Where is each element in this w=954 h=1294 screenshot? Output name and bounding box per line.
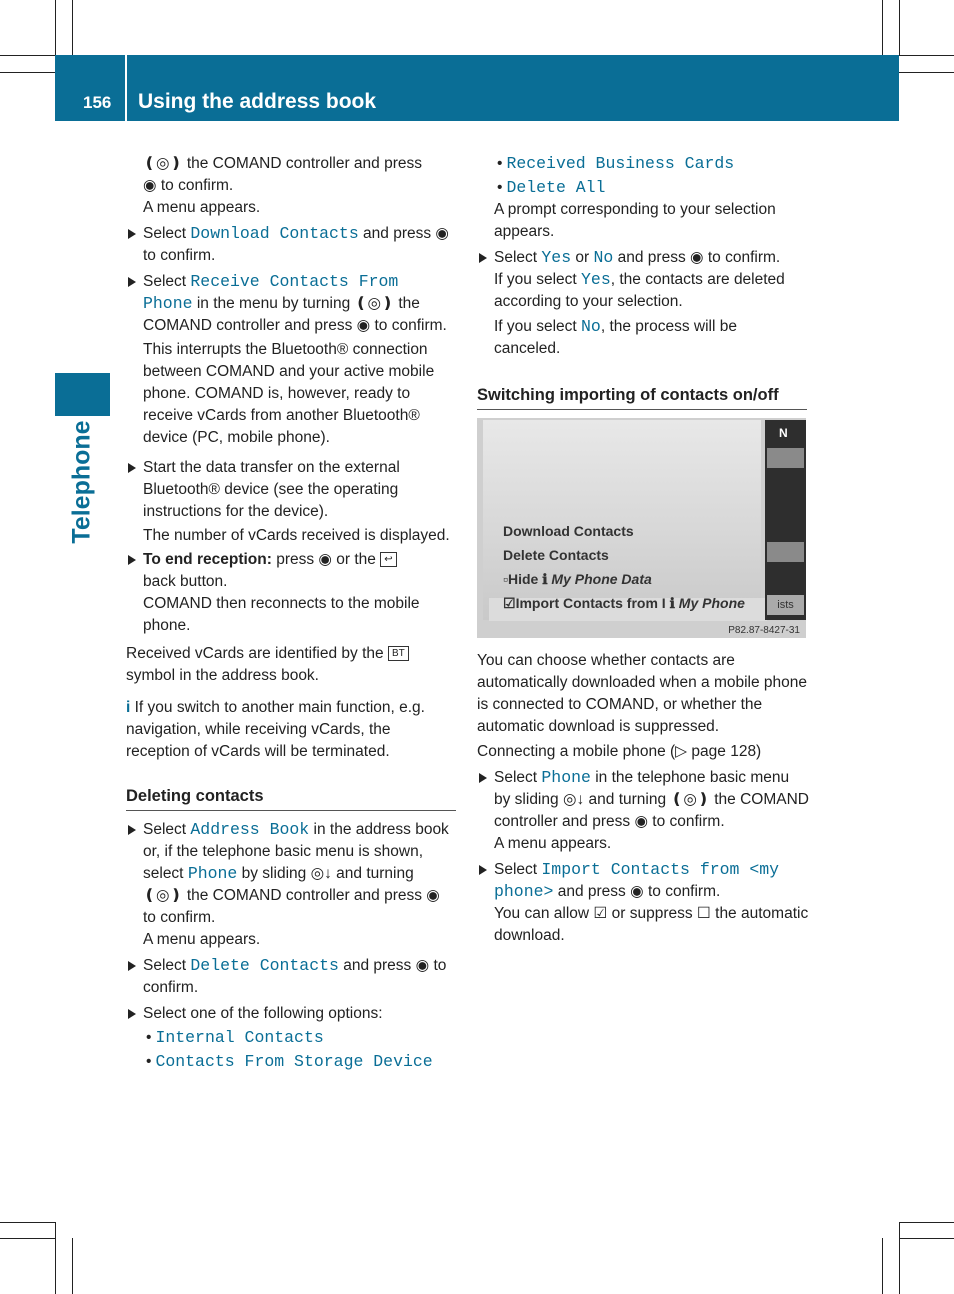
screen-area: [483, 420, 761, 620]
screen-menu-item: ▫Hide ℹ My Phone Data: [503, 571, 652, 587]
page-number: 156: [83, 93, 112, 112]
right-column-lower: [477, 650, 809, 947]
option-item: • Delete All: [477, 177, 807, 199]
checked-box-icon: ☑: [593, 905, 608, 922]
side-panel-label: N: [779, 426, 788, 440]
menu-item-reference: No: [593, 248, 614, 267]
instruction-text: ❪◎❫ the COMAND controller and press: [143, 155, 422, 172]
step-select-phone: Select Phone in the telephone basic menu by sliding ◎↓ and turning ❪◎❫ the COMAND controller and press ◉ to confirm. A menu appears.: [477, 767, 809, 855]
menu-item-reference: Download Contacts: [190, 224, 359, 243]
step-confirm: Select Yes or No and press ◉ to confirm.: [477, 247, 807, 269]
crop-mark: [899, 1222, 954, 1223]
controller-slide-icon: ◎↓: [310, 865, 332, 882]
vcard-bt-icon: BT: [388, 646, 409, 661]
result-text: If you select No, the process will be canceled.: [494, 317, 737, 357]
menu-item-reference: Import Contacts from <my phone>: [494, 860, 780, 901]
info-note: i If you switch to another main function, e.g. navigation, while receiving vCards, the reception of vCards will be terminated.: [126, 699, 425, 760]
crop-mark: [55, 0, 56, 55]
phone-icon: ℹ: [542, 571, 548, 587]
menu-item-reference: Delete Contacts: [190, 956, 339, 975]
crop-mark: [899, 1222, 900, 1294]
checkbox-icon: ☑: [503, 595, 516, 611]
press-icon: ◉: [630, 883, 644, 900]
info-icon: i: [126, 699, 131, 716]
page-title: Using the address book: [138, 90, 377, 113]
option-item: • Contacts From Storage Device: [126, 1051, 456, 1073]
crop-mark: [0, 1222, 55, 1223]
screen-side-panel: [765, 420, 806, 620]
section-heading: Deleting contacts: [126, 785, 456, 811]
menu-item-reference: Phone: [541, 768, 591, 787]
step-download: Select Download Contacts and press ◉ to confirm.: [126, 223, 456, 267]
crop-mark: [882, 0, 883, 55]
screen-menu-item: ☑Import Contacts from I ℹ My Phone: [503, 595, 745, 611]
bluetooth-note: This interrupts the Bluetooth® connection between COMAND and your active mobile phone. COMAND is, however, ready to receive vCards from another Bluetooth® device (PC, mobile phone).: [143, 341, 435, 446]
press-icon: ◉: [426, 887, 440, 904]
paragraph: You can choose whether contacts are automatically downloaded when a mobile phone is connected to COMAND, or whether the automatic download is suppressed.: [477, 652, 808, 735]
controller-turn-icon: ❪◎❫: [143, 887, 183, 904]
press-icon: ◉: [318, 551, 332, 568]
press-icon: ◉: [415, 957, 430, 974]
crop-mark: [72, 0, 73, 55]
screen-menu-item: Download Contacts: [503, 523, 634, 539]
menu-item-reference: Yes: [541, 248, 572, 267]
page-header: [55, 55, 899, 121]
controller-turn-icon: ❪◎❫: [354, 295, 395, 312]
menu-item-reference: Phone: [187, 864, 238, 883]
crop-mark: [0, 55, 55, 56]
step-delete-contacts: Select Delete Contacts and press ◉ to confirm.: [126, 955, 456, 999]
controller-slide-icon: ◎↓: [562, 791, 585, 808]
side-panel-button: ists: [767, 595, 804, 615]
right-column: [477, 153, 807, 410]
menu-item-reference: Address Book: [190, 820, 310, 839]
unchecked-box-icon: ☐: [696, 905, 711, 922]
crop-mark: [0, 1238, 55, 1239]
step-select-option: Select one of the following options:: [126, 1003, 456, 1025]
press-icon: ◉: [143, 177, 157, 194]
section-heading: Switching importing of contacts on/off: [477, 384, 807, 410]
crop-mark: [899, 0, 900, 55]
step-select-address-book: Select Address Book in the address book or, if the telephone basic menu is shown, select Phone by sliding ◎↓ and turning ❪◎❫ the COMAND controller and press ◉ to confirm. A menu appears.: [126, 819, 456, 951]
side-panel-button: [767, 542, 804, 562]
crop-mark: [882, 1238, 883, 1294]
step-end-reception: To end reception: press ◉ or the ↩ back button. COMAND then reconnects to the mobile phone.: [126, 549, 456, 637]
side-tab-label: Telephone: [67, 420, 96, 544]
screen-menu-item: Delete Contacts: [503, 547, 609, 563]
press-icon: ◉: [634, 813, 648, 830]
controller-turn-icon: ❪◎❫: [143, 155, 183, 172]
press-icon: ◉: [356, 317, 371, 334]
left-column: [126, 153, 456, 1073]
header-divider: [125, 55, 127, 121]
option-item: • Received Business Cards: [477, 153, 807, 175]
instruction-text: ◉ to confirm.: [143, 177, 234, 194]
press-icon: ◉: [690, 249, 704, 266]
step-transfer: Start the data transfer on the external Bluetooth® device (see the operating instructions for the device).: [126, 457, 456, 523]
side-tab-marker: [55, 373, 110, 416]
result-text: If you select Yes, the contacts are deleted according to your selection.: [494, 270, 785, 310]
option-item: • Internal Contacts: [126, 1027, 456, 1049]
image-reference: P82.87-8427-31: [728, 625, 800, 636]
controller-turn-icon: ❪◎❫: [670, 791, 710, 808]
menu-item-reference: Receive Contacts From Phone: [143, 272, 399, 313]
crop-mark: [0, 72, 55, 73]
result-text: A prompt corresponding to your selection appears.: [494, 201, 776, 240]
phone-icon: ℹ: [669, 595, 675, 611]
back-button-icon: ↩: [380, 552, 396, 567]
result-text: The number of vCards received is displayed.: [143, 527, 450, 544]
result-text: A menu appears.: [143, 199, 261, 216]
side-panel-button: [767, 448, 804, 468]
crop-mark: [899, 1238, 954, 1239]
crop-mark: [899, 72, 954, 73]
press-icon: ◉: [435, 225, 449, 242]
vcard-note: Received vCards are identified by the BT symbol in the address book.: [126, 643, 456, 687]
comand-screenshot: [477, 418, 806, 638]
cross-reference: Connecting a mobile phone (▷ page 128): [477, 743, 762, 760]
crop-mark: [55, 1222, 56, 1294]
crop-mark: [899, 55, 954, 56]
checkbox-icon: ▫: [503, 571, 508, 587]
result-text: You can allow ☑ or suppress ☐ the automatic download.: [494, 905, 809, 944]
step-receive: Select Receive Contacts From Phone in the menu by turning ❪◎❫ the COMAND controller and press ◉ to confirm.: [126, 271, 456, 337]
crop-mark: [72, 1238, 73, 1294]
step-import-contacts: Select Import Contacts from <my phone> and press ◉ to confirm.: [477, 859, 809, 903]
